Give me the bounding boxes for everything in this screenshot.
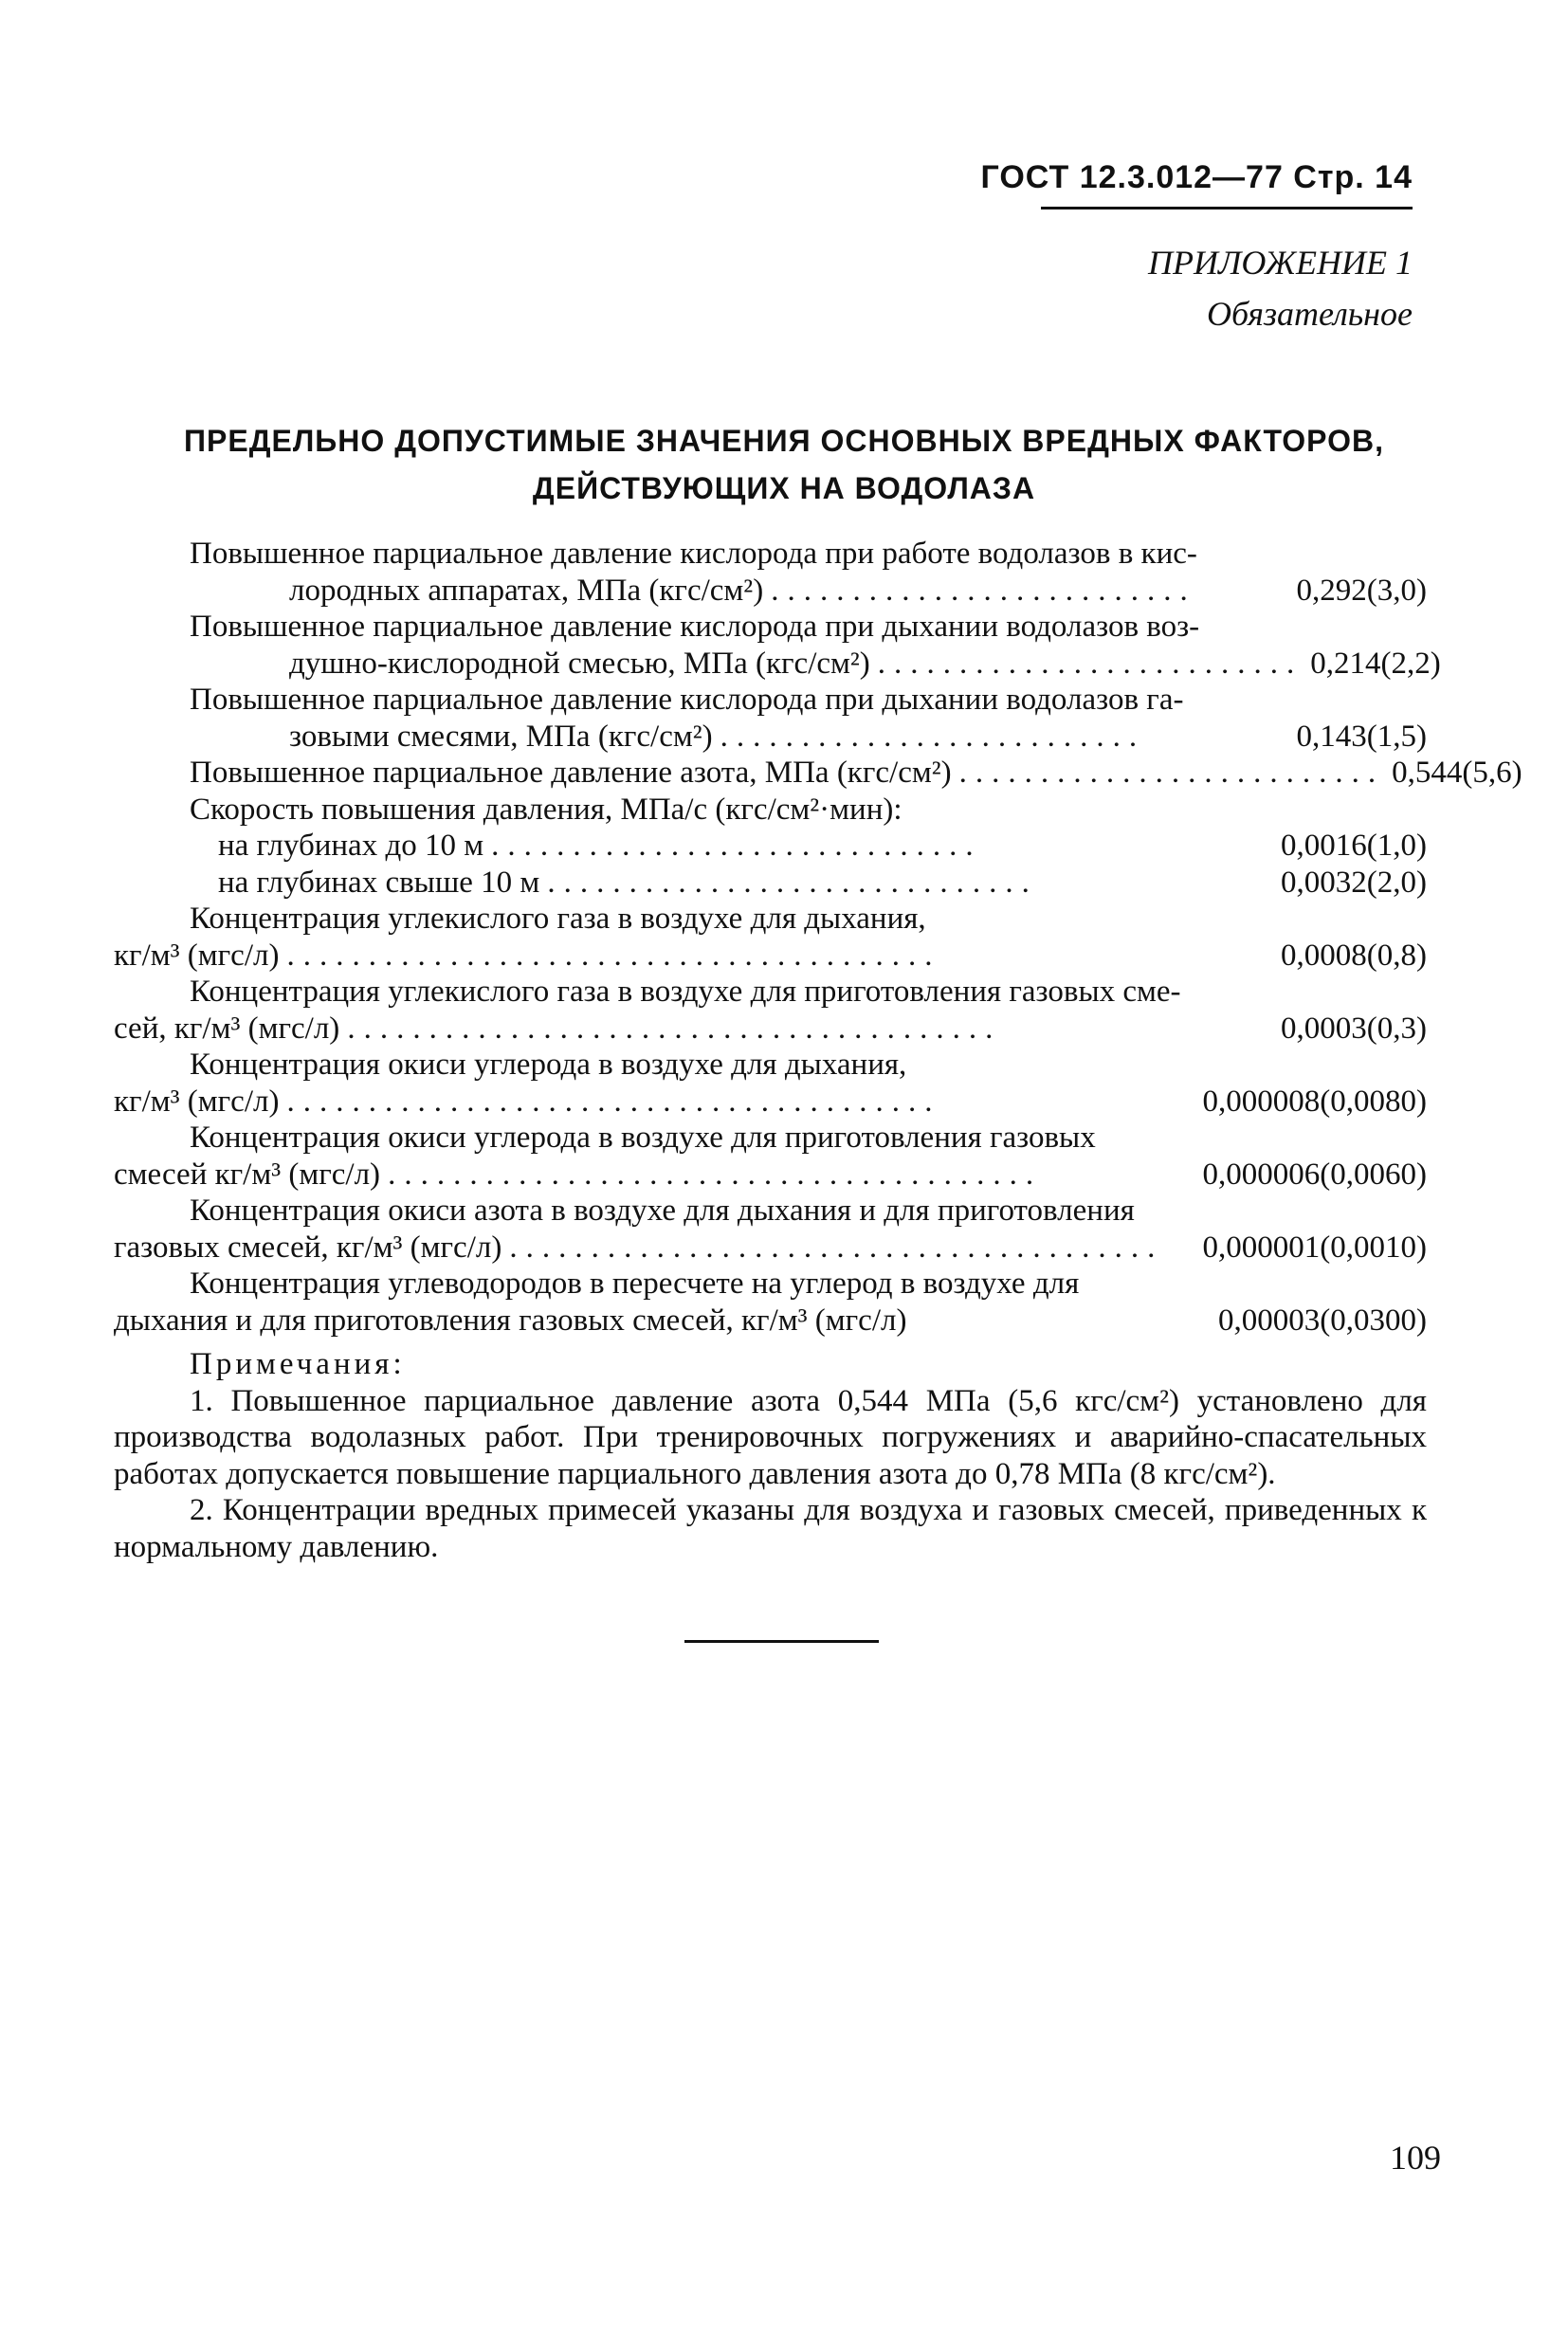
list-item: Повышенное парциальное давление кислорода при работе водолазов в кис- лородных аппаратах, МПа (кгс/см²) .......................... 0,292(3,0) [190,537,1427,608]
value: 0,0003(0,3) [1281,1011,1427,1046]
list-item: Концентрация углеводородов в пересчете на углерод в воздухе для дыхания и для приготовления газовых смесей, кг/м³ (мгс/л) 0,00003(0,0300) [114,1267,1427,1338]
document-reference: ГОСТ 12.3.012—77 Стр. 14 [980,159,1413,195]
appendix-label: ПРИЛОЖЕНИЕ 1 [1148,244,1413,282]
note-1: 1. Повышенное парциальное давление азота 0,544 МПа (5,6 кгс/см²) установлено для производства водолазных работ. При тренировочных погружениях и аварийно-спасательных работах допускается повышение парциального давления азота до 0,78 МПа (8 кгс/см²). [114,1383,1427,1491]
value: 0,000008(0,0080) [1202,1084,1427,1119]
page-number: 109 [1390,2139,1441,2177]
list-item: Концентрация углекислого газа в воздухе для приготовления газовых сме- сей, кг/м³ (мгс/л) ........................................ 0,0003(0,3) [114,975,1427,1046]
page-title-line1: ПРЕДЕЛЬНО ДОПУСТИМЫЕ ЗНАЧЕНИЯ ОСНОВНЫХ ВРЕДНЫХ ФАКТОРОВ, [184,424,1384,458]
list-item: Повышенное парциальное давление азота, МПа (кгс/см²) .......................... 0,544(5,6) [190,756,1522,790]
list-item: Концентрация окиси азота в воздухе для дыхания и для приготовления газовых смесей, кг/м³ (мгс/л) ........................................ 0,000001(0,0010) [114,1194,1427,1265]
value: 0,544(5,6) [1392,756,1522,790]
notes-title: Примечания: [190,1347,406,1381]
value: 0,143(1,5) [1296,719,1427,754]
value: 0,000006(0,0060) [1202,1157,1427,1192]
list-item: Повышенное парциальное давление кислорода при дыхании водолазов воз- душно-кислородной смесью, МПа (кгс/см²) .......................... 0,214(2,2) [190,610,1441,681]
value: 0,00003(0,0300) [1218,1303,1427,1338]
note-2: 2. Концентрации вредных примесей указаны для воздуха и газовых смесей, приведенных к нормальному давлению. [114,1493,1427,1564]
list-item: Концентрация окиси углерода в воздухе для дыхания, кг/м³ (мгс/л) ........................................ 0,000008(0,0080) [114,1048,1427,1119]
factors-list [114,536,1522,1565]
value: 0,0016(1,0) [1281,829,1427,863]
list-item: Повышенное парциальное давление кислорода при дыхании водолазов га- зовыми смесями, МПа (кгс/см²) .......................... 0,143(1,5) [190,683,1427,754]
value: 0,000001(0,0010) [1202,1230,1427,1265]
list-item: Концентрация углекислого газа в воздухе для дыхания, кг/м³ (мгс/л) ........................................ 0,0008(0,8) [114,902,1427,973]
value: 0,0032(2,0) [1281,865,1427,900]
page-title-line2: ДЕЙСТВУЮЩИХ НА ВОДОЛАЗА [532,471,1036,505]
value: 0,0008(0,8) [1281,938,1427,973]
footer-rule [684,1640,879,1643]
value: 0,214(2,2) [1310,646,1441,681]
value: 0,292(3,0) [1296,573,1427,608]
list-item: Скорость повышения давления, МПа/с (кгс/см²·мин): на глубинах до 10 м .............................. 0,0016(1,0) на глубинах свыше 10 м .............................. 0,0032(2,0) [190,792,1427,900]
header-rule [1041,207,1413,210]
list-item: Концентрация окиси углерода в воздухе для приготовления газовых смесей кг/м³ (мгс/л) ........................................ 0,000006(0,0060) [114,1121,1427,1192]
page-title [95,417,1473,512]
appendix-status: Обязательное [1207,295,1413,333]
appendix-block [1043,237,1413,339]
